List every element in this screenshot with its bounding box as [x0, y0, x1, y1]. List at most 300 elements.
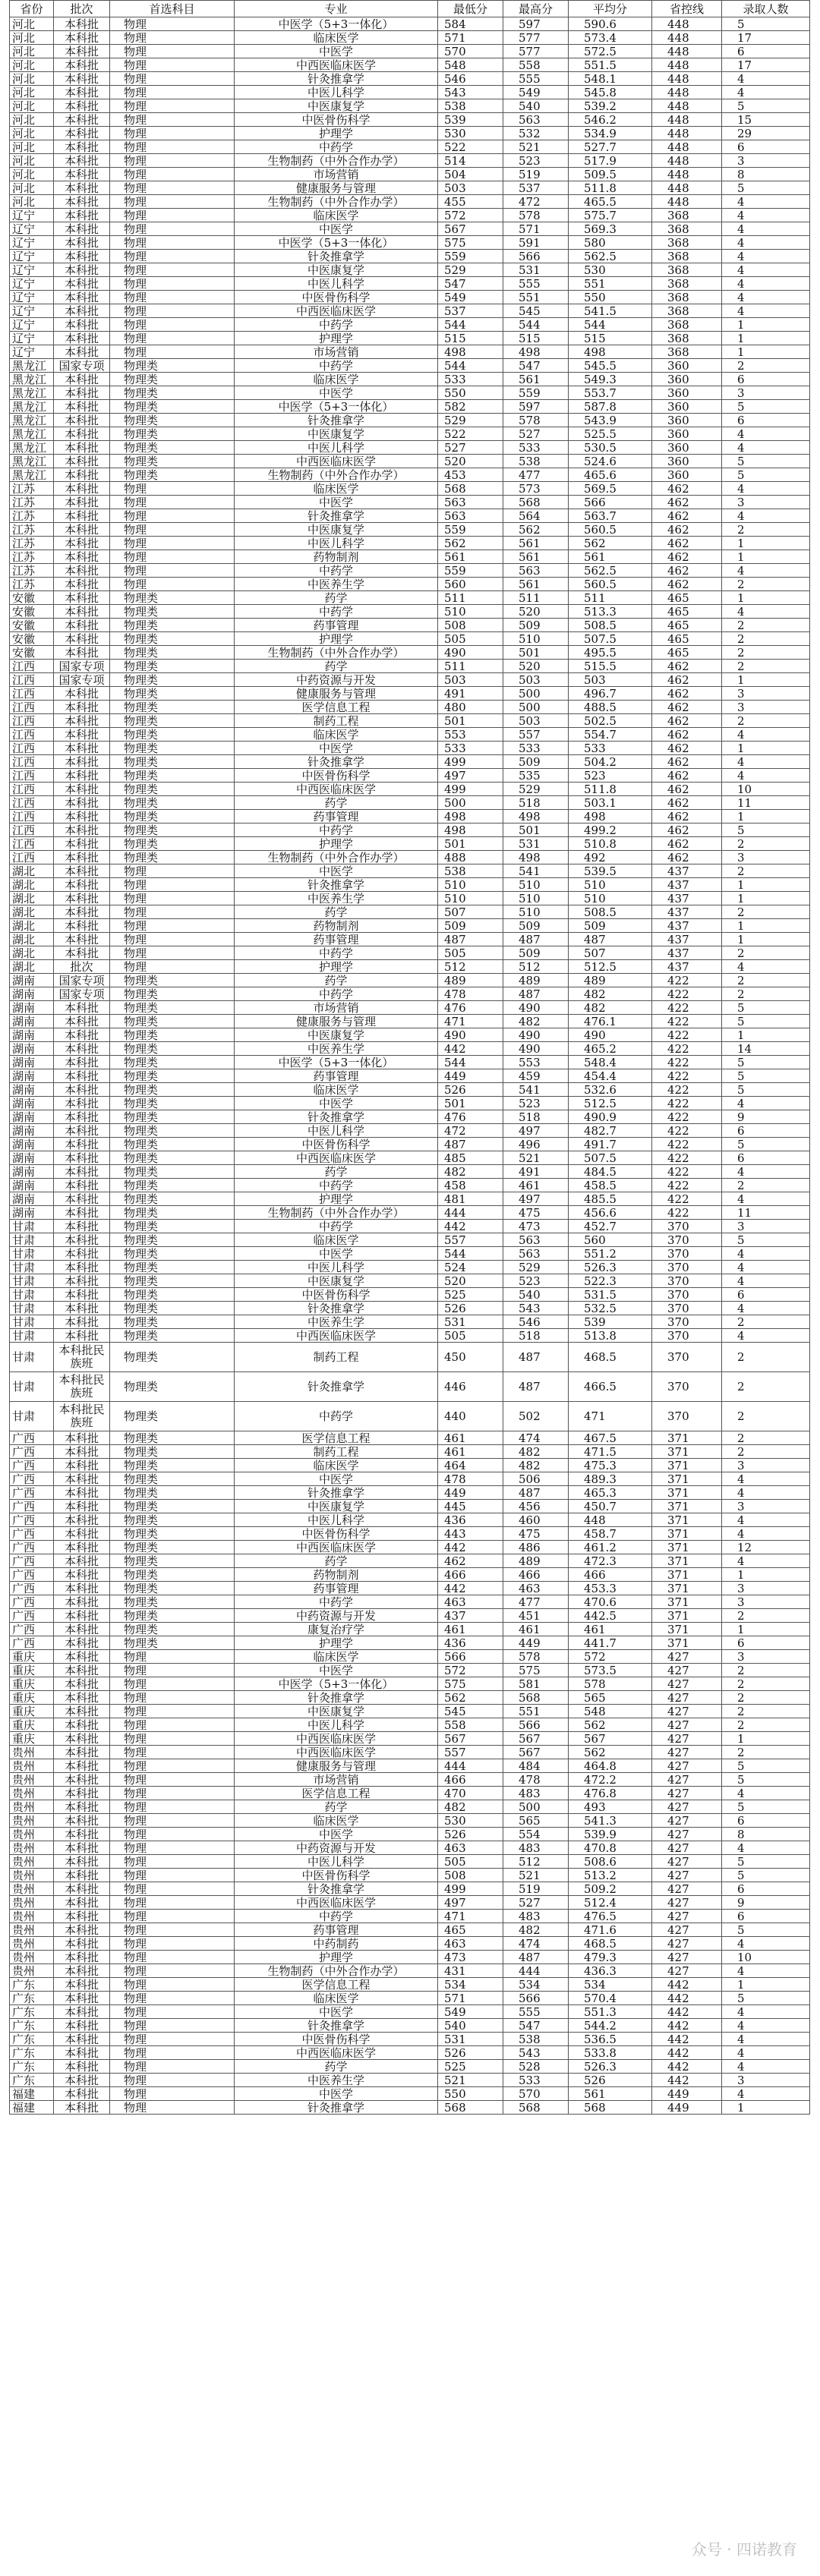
- cell-admitted: 4: [722, 427, 810, 441]
- cell-max-score: 528: [503, 2060, 569, 2074]
- cell-major: 中医学: [235, 496, 438, 509]
- table-row: [10, 455, 810, 468]
- cell-major: 护理学: [235, 632, 438, 646]
- table-row: [10, 1220, 810, 1233]
- cell-major: 制药工程: [235, 1445, 438, 1459]
- cell-batch: 本科批: [54, 564, 110, 578]
- cell-min-score: 505: [438, 946, 503, 960]
- cell-province: 甘肃: [10, 1261, 54, 1274]
- cell-max-score: 547: [503, 2019, 569, 2033]
- table-row: [10, 373, 810, 386]
- cell-major: 医学信息工程: [235, 701, 438, 714]
- cell-admitted: 9: [722, 1110, 810, 1124]
- cell-subject: 物理类: [110, 1527, 235, 1541]
- cell-avg-score: 526.3: [569, 1261, 652, 1274]
- cell-control-line: 462: [652, 564, 722, 578]
- cell-control-line: 442: [652, 2005, 722, 2019]
- cell-major: 中医骨伤科学: [235, 113, 438, 127]
- cell-subject: 物理: [110, 250, 235, 263]
- cell-min-score: 499: [438, 783, 503, 796]
- cell-subject: 物理类: [110, 1623, 235, 1636]
- cell-major: 护理学: [235, 1192, 438, 1206]
- cell-major: 中药资源与开发: [235, 673, 438, 687]
- cell-province: 重庆: [10, 1691, 54, 1705]
- cell-admitted: 4: [722, 441, 810, 455]
- cell-major: 生物制药（中外合作办学）: [235, 468, 438, 482]
- table-row: [10, 99, 810, 113]
- cell-max-score: 529: [503, 783, 569, 796]
- cell-min-score: 560: [438, 578, 503, 591]
- cell-major: 制药工程: [235, 714, 438, 728]
- cell-province: 江西: [10, 837, 54, 851]
- cell-control-line: 442: [652, 2046, 722, 2060]
- cell-province: 黑龙江: [10, 414, 54, 427]
- cell-subject: 物理类: [110, 1069, 235, 1083]
- cell-batch: 本科批: [54, 687, 110, 701]
- cell-max-score: 483: [503, 1787, 569, 1800]
- table-row: [10, 783, 810, 796]
- cell-control-line: 462: [652, 742, 722, 755]
- cell-min-score: 567: [438, 1732, 503, 1746]
- table-row: [10, 523, 810, 537]
- cell-admitted: 2: [722, 1691, 810, 1705]
- cell-avg-score: 546.2: [569, 113, 652, 127]
- cell-control-line: 442: [652, 2019, 722, 2033]
- cell-subject: 物理: [110, 1746, 235, 1759]
- cell-avg-score: 566: [569, 496, 652, 509]
- cell-max-score: 558: [503, 58, 569, 72]
- cell-admitted: 1: [722, 1623, 810, 1636]
- table-row: [10, 974, 810, 987]
- cell-batch: 本科批: [54, 1110, 110, 1124]
- cell-min-score: 512: [438, 960, 503, 974]
- cell-min-score: 464: [438, 1459, 503, 1472]
- cell-batch: 本科批: [54, 1910, 110, 1923]
- cell-province: 广东: [10, 1978, 54, 1992]
- table-row: [10, 1042, 810, 1056]
- cell-province: 甘肃: [10, 1402, 54, 1431]
- cell-subject: 物理类: [110, 1329, 235, 1343]
- cell-province: 甘肃: [10, 1372, 54, 1402]
- cell-admitted: 1: [722, 318, 810, 332]
- cell-avg-score: 502.5: [569, 714, 652, 728]
- cell-major: 中西医临床医学: [235, 1541, 438, 1554]
- cell-avg-score: 482: [569, 987, 652, 1001]
- cell-subject: 物理: [110, 127, 235, 140]
- cell-control-line: 465: [652, 591, 722, 605]
- cell-major: 针灸推拿学: [235, 1882, 438, 1896]
- header-subject: 首选科目: [110, 1, 235, 17]
- table-row: [10, 1486, 810, 1500]
- cell-control-line: 448: [652, 72, 722, 86]
- cell-max-score: 487: [503, 1486, 569, 1500]
- cell-min-score: 563: [438, 509, 503, 523]
- cell-avg-score: 530.5: [569, 441, 652, 455]
- cell-major: 中医养生学: [235, 1042, 438, 1056]
- cell-admitted: 4: [722, 1527, 810, 1541]
- cell-admitted: 4: [722, 304, 810, 318]
- cell-province: 江西: [10, 742, 54, 755]
- cell-major: 护理学: [235, 1951, 438, 1964]
- cell-subject: 物理: [110, 1732, 235, 1746]
- cell-major: 中西医临床医学: [235, 58, 438, 72]
- cell-admitted: 4: [722, 2087, 810, 2101]
- cell-control-line: 462: [652, 851, 722, 864]
- cell-major: 中医骨伤科学: [235, 1288, 438, 1302]
- cell-max-score: 510: [503, 905, 569, 919]
- cell-admitted: 1: [722, 332, 810, 345]
- table-row: [10, 1015, 810, 1028]
- cell-major: 药学: [235, 591, 438, 605]
- cell-min-score: 470: [438, 1787, 503, 1800]
- cell-control-line: 427: [652, 1964, 722, 1978]
- cell-control-line: 462: [652, 769, 722, 783]
- table-row: [10, 509, 810, 523]
- cell-batch: 本科批: [54, 864, 110, 878]
- cell-subject: 物理类: [110, 1372, 235, 1402]
- cell-admitted: 4: [722, 1097, 810, 1110]
- cell-batch: 本科批: [54, 523, 110, 537]
- cell-admitted: 3: [722, 2074, 810, 2087]
- cell-province: 黑龙江: [10, 468, 54, 482]
- cell-batch: 本科批: [54, 714, 110, 728]
- cell-admitted: 4: [722, 1247, 810, 1261]
- cell-subject: 物理类: [110, 1220, 235, 1233]
- cell-major: 中药学: [235, 1220, 438, 1233]
- cell-avg-score: 490.9: [569, 1110, 652, 1124]
- cell-major: 临床医学: [235, 1992, 438, 2005]
- cell-batch: 本科批: [54, 1179, 110, 1192]
- cell-batch: 本科批: [54, 2087, 110, 2101]
- cell-major: 中医儿科学: [235, 441, 438, 455]
- cell-avg-score: 548.1: [569, 72, 652, 86]
- cell-control-line: 360: [652, 455, 722, 468]
- cell-admitted: 8: [722, 1828, 810, 1841]
- table-row: [10, 810, 810, 824]
- cell-control-line: 422: [652, 1015, 722, 1028]
- cell-control-line: 448: [652, 58, 722, 72]
- cell-avg-score: 503.1: [569, 796, 652, 810]
- cell-min-score: 547: [438, 277, 503, 291]
- cell-subject: 物理: [110, 2074, 235, 2087]
- cell-province: 江西: [10, 810, 54, 824]
- table-row: [10, 1445, 810, 1459]
- cell-admitted: 5: [722, 17, 810, 31]
- cell-province: 湖南: [10, 1206, 54, 1220]
- cell-province: 河北: [10, 45, 54, 58]
- cell-subject: 物理: [110, 277, 235, 291]
- cell-avg-score: 453.3: [569, 1582, 652, 1595]
- cell-subject: 物理类: [110, 714, 235, 728]
- cell-max-score: 502: [503, 1402, 569, 1431]
- cell-province: 辽宁: [10, 277, 54, 291]
- cell-avg-score: 523: [569, 769, 652, 783]
- cell-batch: 本科批: [54, 619, 110, 632]
- cell-min-score: 480: [438, 701, 503, 714]
- cell-major: 中医学（5+3一体化）: [235, 17, 438, 31]
- cell-major: 中药学: [235, 564, 438, 578]
- cell-admitted: 3: [722, 1459, 810, 1472]
- cell-control-line: 427: [652, 1923, 722, 1937]
- cell-admitted: 4: [722, 2005, 810, 2019]
- cell-max-score: 449: [503, 1636, 569, 1650]
- cell-subject: 物理: [110, 304, 235, 318]
- cell-min-score: 522: [438, 427, 503, 441]
- cell-major: 中药资源与开发: [235, 1609, 438, 1623]
- cell-avg-score: 508.6: [569, 1855, 652, 1869]
- cell-avg-score: 532.5: [569, 1302, 652, 1315]
- cell-max-score: 540: [503, 99, 569, 113]
- cell-max-score: 597: [503, 17, 569, 31]
- cell-admitted: 1: [722, 1568, 810, 1582]
- cell-control-line: 462: [652, 687, 722, 701]
- cell-batch: 本科批: [54, 1192, 110, 1206]
- cell-max-score: 563: [503, 564, 569, 578]
- cell-major: 护理学: [235, 332, 438, 345]
- cell-control-line: 368: [652, 291, 722, 304]
- cell-subject: 物理类: [110, 1083, 235, 1097]
- cell-avg-score: 570.4: [569, 1992, 652, 2005]
- cell-major: 医学信息工程: [235, 1431, 438, 1445]
- table-row: [10, 1773, 810, 1787]
- cell-major: 药学: [235, 1800, 438, 1814]
- cell-province: 湖南: [10, 1138, 54, 1151]
- cell-min-score: 549: [438, 291, 503, 304]
- cell-batch: 本科批: [54, 1069, 110, 1083]
- cell-max-score: 483: [503, 1841, 569, 1855]
- cell-min-score: 570: [438, 45, 503, 58]
- cell-admitted: 4: [722, 2033, 810, 2046]
- table-row: [10, 127, 810, 140]
- cell-min-score: 463: [438, 1937, 503, 1951]
- cell-avg-score: 562: [569, 537, 652, 550]
- cell-max-score: 537: [503, 181, 569, 195]
- table-row: [10, 1343, 810, 1372]
- table-row: [10, 878, 810, 892]
- cell-major: 生物制药（中外合作办学）: [235, 1206, 438, 1220]
- table-row: [10, 1151, 810, 1165]
- table-row: [10, 1923, 810, 1937]
- cell-province: 贵州: [10, 1896, 54, 1910]
- cell-max-score: 570: [503, 2087, 569, 2101]
- cell-control-line: 370: [652, 1372, 722, 1402]
- cell-min-score: 537: [438, 304, 503, 318]
- cell-major: 中医学: [235, 1097, 438, 1110]
- cell-province: 湖南: [10, 1028, 54, 1042]
- table-row: [10, 892, 810, 905]
- cell-control-line: 437: [652, 878, 722, 892]
- table-row: [10, 905, 810, 919]
- cell-max-score: 561: [503, 373, 569, 386]
- table-row: [10, 1206, 810, 1220]
- cell-province: 江苏: [10, 550, 54, 564]
- cell-admitted: 5: [722, 455, 810, 468]
- cell-major: 药物制剂: [235, 550, 438, 564]
- table-row: [10, 291, 810, 304]
- table-row: [10, 31, 810, 45]
- cell-major: 针灸推拿学: [235, 414, 438, 427]
- cell-admitted: 4: [722, 2046, 810, 2060]
- cell-major: 中医康复学: [235, 523, 438, 537]
- cell-province: 江西: [10, 851, 54, 864]
- cell-max-score: 551: [503, 1705, 569, 1718]
- cell-avg-score: 470.6: [569, 1595, 652, 1609]
- cell-subject: 物理类: [110, 1554, 235, 1568]
- cell-control-line: 422: [652, 1124, 722, 1138]
- cell-control-line: 422: [652, 1192, 722, 1206]
- cell-province: 河北: [10, 140, 54, 154]
- table-row: [10, 837, 810, 851]
- cell-province: 河北: [10, 99, 54, 113]
- cell-subject: 物理类: [110, 1056, 235, 1069]
- cell-control-line: 368: [652, 277, 722, 291]
- cell-max-score: 510: [503, 632, 569, 646]
- cell-avg-score: 515.5: [569, 660, 652, 673]
- table-row: [10, 824, 810, 837]
- cell-province: 湖南: [10, 987, 54, 1001]
- cell-admitted: 2: [722, 905, 810, 919]
- table-row: [10, 1554, 810, 1568]
- cell-min-score: 436: [438, 1513, 503, 1527]
- cell-subject: 物理: [110, 195, 235, 209]
- cell-batch: 本科批: [54, 1978, 110, 1992]
- cell-batch: 本科批: [54, 373, 110, 386]
- cell-major: 针灸推拿学: [235, 2101, 438, 2115]
- table-row: [10, 2019, 810, 2033]
- cell-admitted: 4: [722, 1302, 810, 1315]
- cell-min-score: 485: [438, 1151, 503, 1165]
- cell-max-score: 515: [503, 332, 569, 345]
- cell-avg-score: 526.3: [569, 2060, 652, 2074]
- cell-batch: 本科批: [54, 1315, 110, 1329]
- cell-admitted: 2: [722, 1664, 810, 1677]
- cell-control-line: 462: [652, 482, 722, 496]
- cell-admitted: 3: [722, 701, 810, 714]
- cell-province: 江西: [10, 769, 54, 783]
- cell-subject: 物理: [110, 933, 235, 946]
- cell-control-line: 448: [652, 195, 722, 209]
- cell-admitted: 6: [722, 140, 810, 154]
- cell-min-score: 487: [438, 1138, 503, 1151]
- cell-subject: 物理: [110, 2060, 235, 2074]
- cell-major: 中西医临床医学: [235, 783, 438, 796]
- cell-admitted: 6: [722, 414, 810, 427]
- cell-avg-score: 515: [569, 332, 652, 345]
- cell-major: 健康服务与管理: [235, 1759, 438, 1773]
- cell-avg-score: 488.5: [569, 701, 652, 714]
- cell-province: 河北: [10, 17, 54, 31]
- cell-province: 湖南: [10, 1001, 54, 1015]
- cell-max-score: 482: [503, 1445, 569, 1459]
- cell-control-line: 370: [652, 1233, 722, 1247]
- cell-province: 安徽: [10, 605, 54, 619]
- cell-max-score: 567: [503, 1732, 569, 1746]
- cell-avg-score: 551.5: [569, 58, 652, 72]
- table-row: [10, 2046, 810, 2060]
- cell-subject: 物理: [110, 878, 235, 892]
- cell-avg-score: 562.5: [569, 250, 652, 263]
- cell-admitted: 4: [722, 222, 810, 236]
- cell-batch: 本科批: [54, 1261, 110, 1274]
- cell-province: 江西: [10, 755, 54, 769]
- cell-subject: 物理类: [110, 1001, 235, 1015]
- table-row: [10, 332, 810, 345]
- cell-avg-score: 498: [569, 810, 652, 824]
- cell-admitted: 2: [722, 1179, 810, 1192]
- cell-admitted: 2: [722, 974, 810, 987]
- cell-max-score: 578: [503, 414, 569, 427]
- cell-max-score: 577: [503, 45, 569, 58]
- cell-major: 中医学: [235, 45, 438, 58]
- cell-subject: 物理类: [110, 1513, 235, 1527]
- cell-avg-score: 572.5: [569, 45, 652, 58]
- cell-batch: 本科批: [54, 701, 110, 714]
- cell-major: 中医养生学: [235, 1315, 438, 1329]
- cell-min-score: 543: [438, 86, 503, 99]
- cell-avg-score: 482: [569, 1001, 652, 1015]
- cell-subject: 物理类: [110, 1472, 235, 1486]
- cell-major: 护理学: [235, 1636, 438, 1650]
- cell-subject: 物理: [110, 168, 235, 181]
- cell-batch: 本科批: [54, 1855, 110, 1869]
- cell-avg-score: 548.4: [569, 1056, 652, 1069]
- cell-avg-score: 512.5: [569, 960, 652, 974]
- cell-avg-score: 491.7: [569, 1138, 652, 1151]
- cell-province: 广西: [10, 1609, 54, 1623]
- cell-avg-score: 513.3: [569, 605, 652, 619]
- cell-major: 临床医学: [235, 1233, 438, 1247]
- cell-province: 河北: [10, 31, 54, 45]
- cell-admitted: 6: [722, 1910, 810, 1923]
- cell-admitted: 4: [722, 1192, 810, 1206]
- cell-admitted: 10: [722, 1951, 810, 1964]
- table-row: [10, 605, 810, 619]
- cell-min-score: 567: [438, 222, 503, 236]
- cell-avg-score: 476.1: [569, 1015, 652, 1028]
- cell-subject: 物理: [110, 1937, 235, 1951]
- cell-admitted: 1: [722, 2101, 810, 2115]
- cell-control-line: 371: [652, 1609, 722, 1623]
- cell-major: 中医学: [235, 2087, 438, 2101]
- cell-subject: 物理类: [110, 783, 235, 796]
- cell-avg-score: 499.2: [569, 824, 652, 837]
- cell-admitted: 4: [722, 86, 810, 99]
- cell-min-score: 444: [438, 1206, 503, 1220]
- cell-min-score: 584: [438, 17, 503, 31]
- cell-subject: 物理: [110, 263, 235, 277]
- cell-admitted: 15: [722, 113, 810, 127]
- table-row: [10, 1896, 810, 1910]
- cell-control-line: 370: [652, 1402, 722, 1431]
- cell-batch: 本科批: [54, 1056, 110, 1069]
- cell-admitted: 6: [722, 1288, 810, 1302]
- cell-subject: 物理: [110, 181, 235, 195]
- cell-admitted: 5: [722, 1233, 810, 1247]
- cell-admitted: 5: [722, 1001, 810, 1015]
- table-row: [10, 1261, 810, 1274]
- cell-major: 中医儿科学: [235, 86, 438, 99]
- cell-avg-score: 442.5: [569, 1609, 652, 1623]
- cell-max-score: 510: [503, 878, 569, 892]
- cell-subject: 物理: [110, 1814, 235, 1828]
- cell-min-score: 509: [438, 919, 503, 933]
- cell-max-score: 489: [503, 1554, 569, 1568]
- cell-subject: 物理: [110, 1964, 235, 1978]
- table-row: [10, 1910, 810, 1923]
- cell-province: 重庆: [10, 1664, 54, 1677]
- cell-control-line: 368: [652, 263, 722, 277]
- table-row: [10, 701, 810, 714]
